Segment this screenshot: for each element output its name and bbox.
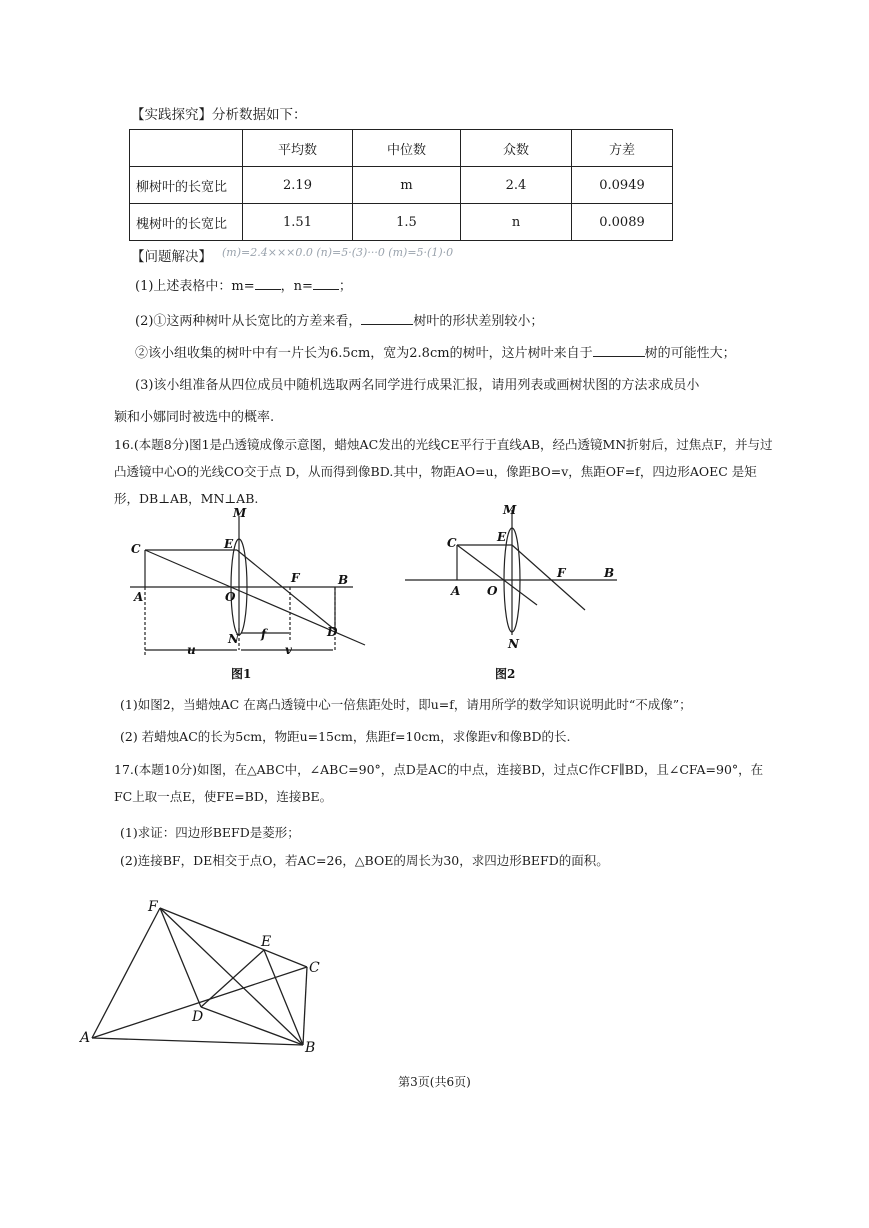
label-c: C <box>447 536 457 550</box>
table-cell: 1.51 <box>243 204 353 241</box>
q1-mid: ，n= <box>280 279 313 294</box>
label-o: O <box>487 584 498 598</box>
table-cell: 2.4 <box>461 167 572 204</box>
q1-prefix: (1)上述表格中：m= <box>135 279 255 294</box>
table-header-cell: 平均数 <box>243 130 353 167</box>
caption-fig2: 图2 <box>495 667 516 681</box>
label-a: A <box>451 584 461 598</box>
table-row-label: 槐树叶的长宽比 <box>130 204 243 241</box>
q2b-prefix: ②该小组收集的树叶中有一片长为6.5cm，宽为2.8cm的树叶，这片树叶来自于 <box>135 346 593 361</box>
q1-suffix: ； <box>338 279 352 294</box>
question-3-line2: 颖和小娜同时被选中的概率. <box>114 410 275 425</box>
table-row <box>130 167 673 204</box>
seg-eb <box>264 950 303 1045</box>
question-2a <box>135 309 543 335</box>
table-cell: 0.0089 <box>572 204 673 241</box>
q16-part2: (2) 若蜡烛AC的长为5cm，物距u=15cm，焦距f=10cm，求像距v和像BD的长. <box>120 729 571 744</box>
table-header-cell: 中位数 <box>353 130 461 167</box>
table-row-label: 柳树叶的长宽比 <box>130 167 243 204</box>
seg-ab <box>92 1038 303 1045</box>
label-e: E <box>224 537 234 551</box>
label-n: N <box>228 632 239 646</box>
q16-part1: (1)如图2，当蜡烛AC 在离凸透镜中心一倍焦距处时，即u=f，请用所学的数学知识说明此时“不成像”； <box>120 697 692 712</box>
page-footer: 第3页(共6页) <box>398 1075 471 1089</box>
seg-fd <box>160 908 201 1007</box>
label-o: O <box>225 590 236 604</box>
seg-cb <box>303 967 307 1045</box>
label-a: A <box>134 590 144 604</box>
label-b: B <box>338 573 349 587</box>
label-b: B <box>305 1040 316 1056</box>
table-header-cell <box>130 130 243 167</box>
seg-fb <box>160 908 303 1045</box>
q17-part2: (2)连接BF，DE相交于点O，若AC=26，△BOE的周长为30，求四边形BEFD的面积。 <box>120 853 609 868</box>
seg-db <box>201 1007 303 1045</box>
label-c: C <box>309 960 320 976</box>
caption-fig1: 图1 <box>231 667 252 681</box>
table-header-cell: 众数 <box>461 130 572 167</box>
q2a-prefix: (2)①这两种树叶从长宽比的方差来看， <box>135 314 362 329</box>
answer-blank-2b[interactable] <box>593 356 645 357</box>
label-e: E <box>261 934 272 950</box>
ray-ef <box>237 550 335 630</box>
label-v: v <box>285 643 292 657</box>
handwritten-note: (m)=2.4×××0.0 (n)=5·(3)···0 (m)=5·(1)·0 <box>222 246 454 259</box>
figure-q17 <box>75 895 335 1060</box>
label-u: u <box>187 643 196 657</box>
table-cell: 0.0949 <box>572 167 673 204</box>
label-f: F <box>291 571 300 585</box>
label-e: E <box>497 530 507 544</box>
problem-heading: 【问题解决】 <box>131 249 212 265</box>
data-table <box>129 129 673 241</box>
q2a-suffix: 树叶的形状差别较小； <box>413 314 544 329</box>
question-1 <box>135 274 352 300</box>
question-3-line1: (3)该小组准备从四位成员中随机选取两名同学进行成果汇报，请用列表或画树状图的方法求成员小 <box>135 378 700 393</box>
table-cell: n <box>461 204 572 241</box>
answer-blank-m[interactable] <box>255 289 281 290</box>
table-row <box>130 204 673 241</box>
q2b-suffix: 树的可能性大； <box>644 346 736 361</box>
figure-2 <box>405 500 630 685</box>
label-n: N <box>508 637 519 651</box>
label-d: D <box>192 1009 204 1025</box>
label-m: M <box>503 503 517 517</box>
label-f: F <box>148 899 158 915</box>
q17-stem: 17.(本题10分)如图，在△ABC中，∠ABC=90°，点D是AC的中点，连接BD，过点C作CF∥BD，且∠CFA=90°，在FC上取一点E，使FE=BD，连接BE。 <box>114 762 764 804</box>
table-cell: m <box>353 167 461 204</box>
ray-ef <box>512 545 585 610</box>
label-c: C <box>131 542 141 556</box>
figure-1 <box>125 500 375 685</box>
answer-blank-2a[interactable] <box>361 324 413 325</box>
answer-blank-n[interactable] <box>313 289 339 290</box>
label-f: F <box>557 566 566 580</box>
table-cell: 1.5 <box>353 204 461 241</box>
label-b: B <box>604 566 615 580</box>
label-a: A <box>80 1030 91 1046</box>
question-2b <box>135 341 736 367</box>
label-d: D <box>327 625 338 639</box>
table-header-cell: 方差 <box>572 130 673 167</box>
practice-heading: 【实践探究】分析数据如下： <box>131 107 307 123</box>
table-header-row <box>130 130 673 167</box>
q17-part1: (1)求证：四边形BEFD是菱形； <box>120 825 300 840</box>
seg-fc <box>160 908 307 967</box>
label-f-dim: f <box>261 627 267 641</box>
label-m: M <box>233 506 247 520</box>
table-cell: 2.19 <box>243 167 353 204</box>
q16-stem: 16.(本题8分)图1是凸透镜成像示意图，蜡烛AC发出的光线CE平行于直线AB，经凸透镜MN折射后，过焦点F，并与过凸透镜中心O的光线CO交于点 D，从而得到像BD.其中，物距AO=u，像距BO=v，焦距OF=f，四边形AOEC 是矩形，DB⊥AB，MN⊥AB. <box>114 437 773 506</box>
